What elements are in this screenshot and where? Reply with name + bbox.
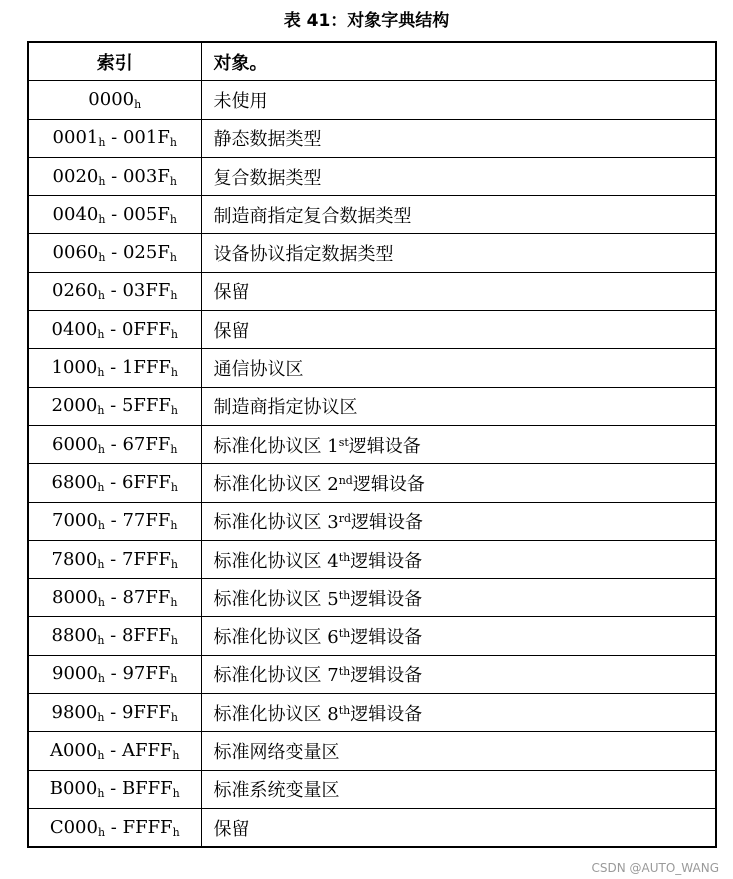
- index-to: 001F: [122, 127, 170, 149]
- object-label: 通信协议区: [213, 359, 304, 381]
- table-row: [28, 540, 716, 578]
- table-row: [28, 617, 716, 655]
- object-label-suffix: 逻辑设备: [350, 550, 423, 572]
- table-row: [28, 808, 716, 847]
- hex-suffix: h: [97, 480, 105, 494]
- index-to: 77FF: [122, 510, 171, 532]
- index-to: 025F: [122, 242, 170, 264]
- hex-suffix: h: [97, 595, 105, 609]
- watermark: CSDN @AUTO_WANG: [591, 861, 719, 875]
- index-range-cell: [28, 579, 201, 617]
- range-dash: -: [104, 433, 123, 455]
- ordinal-number: 1: [327, 435, 339, 457]
- hex-suffix: h: [97, 442, 105, 456]
- table-row: [28, 157, 716, 195]
- index-range-cell: [28, 196, 201, 234]
- hex-suffix: h: [98, 136, 106, 150]
- object-description-cell: [201, 808, 716, 847]
- index-from: A000: [49, 739, 98, 761]
- object-description-cell: [201, 196, 716, 234]
- object-label: 保留: [213, 320, 250, 342]
- index-to: 9FFF: [121, 701, 171, 723]
- index-range-cell: [28, 694, 201, 732]
- hex-suffix: h: [170, 289, 178, 303]
- hex-suffix: h: [134, 97, 142, 111]
- range-dash: -: [104, 395, 122, 417]
- object-description-cell: [201, 464, 716, 502]
- table-row: [28, 579, 716, 617]
- range-dash: -: [104, 663, 123, 685]
- object-description-cell: [201, 272, 716, 310]
- object-dictionary-table: [27, 41, 717, 848]
- object-label: 复合数据类型: [213, 167, 322, 189]
- hex-suffix: h: [97, 748, 105, 762]
- hex-suffix: h: [97, 634, 105, 648]
- hex-suffix: h: [170, 634, 178, 648]
- ordinal-number: 3: [327, 512, 339, 534]
- index-to: FFFF: [122, 816, 173, 838]
- table-row: [28, 349, 716, 387]
- ordinal-number: 5: [327, 588, 339, 610]
- index-range-cell: [28, 157, 201, 195]
- object-label: 标准化协议区: [213, 703, 328, 725]
- ordinal-suffix: st: [338, 435, 349, 449]
- hex-suffix: h: [97, 366, 105, 380]
- hex-suffix: h: [170, 404, 178, 418]
- range-dash: -: [104, 586, 123, 608]
- table-row: [28, 694, 716, 732]
- index-from: 9000: [52, 663, 98, 685]
- hex-suffix: h: [169, 251, 177, 265]
- range-dash: -: [105, 203, 123, 225]
- table-row: [28, 272, 716, 310]
- index-range-cell: [28, 425, 201, 463]
- table-row: [28, 311, 716, 349]
- object-description-cell: [201, 425, 716, 463]
- index-from: C000: [49, 816, 98, 838]
- index-to: 87FF: [122, 586, 171, 608]
- hex-suffix: h: [97, 672, 105, 686]
- hex-suffix: h: [97, 557, 105, 571]
- index-to: BFFF: [121, 778, 173, 800]
- index-from: B000: [49, 778, 98, 800]
- ordinal-suffix: th: [338, 627, 351, 641]
- index-range-cell: [28, 349, 201, 387]
- hex-suffix: h: [172, 787, 180, 801]
- range-dash: -: [104, 625, 122, 647]
- ordinal-number: 2: [327, 473, 339, 495]
- object-description-cell: [201, 540, 716, 578]
- object-column-header: 对象。: [201, 42, 716, 81]
- hex-suffix: h: [170, 366, 178, 380]
- object-description-cell: [201, 617, 716, 655]
- object-label: 标准化协议区: [213, 627, 328, 649]
- object-label-suffix: 逻辑设备: [350, 627, 423, 649]
- index-to: 003F: [122, 165, 170, 187]
- table-row: [28, 732, 716, 770]
- object-label: 设备协议指定数据类型: [213, 244, 394, 266]
- object-label: 保留: [213, 818, 250, 840]
- hex-suffix: h: [97, 404, 105, 418]
- object-description-cell: [201, 655, 716, 693]
- hex-suffix: h: [97, 710, 105, 724]
- hex-suffix: h: [98, 174, 106, 188]
- index-range-cell: [28, 770, 201, 808]
- range-dash: -: [104, 548, 122, 570]
- object-description-cell: [201, 311, 716, 349]
- ordinal-suffix: th: [338, 588, 351, 602]
- object-description-cell: [201, 157, 716, 195]
- object-description-cell: [201, 732, 716, 770]
- range-dash: -: [105, 165, 123, 187]
- range-dash: -: [104, 357, 122, 379]
- index-range-cell: [28, 234, 201, 272]
- index-from: 0400: [51, 318, 98, 340]
- index-from: 0000: [88, 88, 135, 110]
- index-to: 97FF: [122, 663, 171, 685]
- index-range-cell: [28, 311, 201, 349]
- object-label: 制造商指定复合数据类型: [213, 205, 412, 227]
- hex-suffix: h: [97, 327, 105, 341]
- ordinal-number: 7: [327, 665, 339, 687]
- ordinal-number: 4: [327, 550, 339, 572]
- table-row: [28, 387, 716, 425]
- object-description-cell: [201, 119, 716, 157]
- table-row: [28, 464, 716, 502]
- index-to: 67FF: [122, 433, 171, 455]
- object-label-suffix: 逻辑设备: [350, 588, 423, 610]
- object-label: 标准化协议区: [213, 473, 328, 495]
- index-range-cell: [28, 540, 201, 578]
- table-row: [28, 119, 716, 157]
- index-range-cell: [28, 617, 201, 655]
- range-dash: -: [104, 739, 122, 761]
- object-label: 标准化协议区: [213, 665, 328, 687]
- ordinal-number: 8: [327, 703, 339, 725]
- index-from: 6000: [52, 433, 98, 455]
- index-to: 0FFF: [121, 318, 171, 340]
- object-description-cell: [201, 579, 716, 617]
- ordinal-number: 6: [327, 627, 339, 649]
- range-dash: -: [104, 510, 123, 532]
- object-description-cell: [201, 694, 716, 732]
- hex-suffix: h: [170, 595, 178, 609]
- object-description-cell: [201, 770, 716, 808]
- object-description-cell: [201, 502, 716, 540]
- table-row: [28, 196, 716, 234]
- hex-suffix: h: [97, 289, 105, 303]
- hex-suffix: h: [97, 519, 105, 533]
- index-from: 8800: [51, 625, 98, 647]
- hex-suffix: h: [170, 710, 178, 724]
- range-dash: -: [104, 318, 122, 340]
- table-row: [28, 655, 716, 693]
- index-from: 0060: [52, 242, 99, 264]
- hex-suffix: h: [170, 442, 178, 456]
- range-dash: -: [105, 127, 123, 149]
- hex-suffix: h: [170, 327, 178, 341]
- hex-suffix: h: [98, 251, 106, 265]
- hex-suffix: h: [169, 212, 177, 226]
- table-row: [28, 425, 716, 463]
- hex-suffix: h: [98, 212, 106, 226]
- table-row: [28, 234, 716, 272]
- index-from: 7800: [51, 548, 98, 570]
- object-label-suffix: 逻辑设备: [350, 703, 423, 725]
- range-dash: -: [105, 816, 123, 838]
- ordinal-suffix: th: [338, 550, 351, 564]
- index-from: 0260: [52, 280, 98, 302]
- range-dash: -: [104, 778, 122, 800]
- ordinal-suffix: th: [338, 665, 351, 679]
- index-from: 0040: [52, 203, 99, 225]
- table-row: [28, 81, 716, 119]
- index-from: 1000: [51, 357, 98, 379]
- index-from: 9800: [51, 701, 98, 723]
- hex-suffix: h: [97, 825, 106, 839]
- object-label-suffix: 逻辑设备: [351, 512, 423, 534]
- hex-suffix: h: [170, 519, 178, 533]
- ordinal-suffix: th: [338, 703, 351, 717]
- index-range-cell: [28, 119, 201, 157]
- index-to: 005F: [122, 203, 170, 225]
- object-label: 标准化协议区: [213, 512, 328, 534]
- index-to: 7FFF: [121, 548, 171, 570]
- range-dash: -: [105, 242, 123, 264]
- hex-suffix: h: [172, 825, 180, 839]
- index-range-cell: [28, 732, 201, 770]
- hex-suffix: h: [170, 480, 178, 494]
- index-column-header: 索引: [28, 42, 201, 81]
- index-to: 6FFF: [121, 471, 171, 493]
- object-label: 未使用: [213, 90, 268, 112]
- object-label: 制造商指定协议区: [213, 397, 358, 419]
- object-label: 标准网络变量区: [213, 741, 340, 763]
- object-label: 标准化协议区: [213, 550, 328, 572]
- index-from: 2000: [51, 395, 98, 417]
- range-dash: -: [104, 471, 122, 493]
- ordinal-suffix: rd: [338, 512, 351, 526]
- hex-suffix: h: [97, 787, 105, 801]
- index-from: 7000: [52, 510, 98, 532]
- object-label: 保留: [213, 282, 250, 304]
- index-to: AFFF: [121, 739, 173, 761]
- index-range-cell: [28, 464, 201, 502]
- object-label: 静态数据类型: [213, 129, 322, 151]
- index-to: 8FFF: [121, 625, 171, 647]
- index-range-cell: [28, 655, 201, 693]
- table-caption: 表 41：对象字典结构: [283, 11, 450, 31]
- object-description-cell: [201, 234, 716, 272]
- table-header-row: [28, 42, 716, 81]
- index-to: 5FFF: [121, 395, 171, 417]
- index-range-cell: [28, 272, 201, 310]
- hex-suffix: h: [169, 174, 177, 188]
- hex-suffix: h: [170, 557, 178, 571]
- object-description-cell: [201, 387, 716, 425]
- index-range-cell: [28, 81, 201, 119]
- object-label: 标准化协议区: [213, 435, 328, 457]
- hex-suffix: h: [170, 672, 178, 686]
- hex-suffix: h: [169, 136, 177, 150]
- index-range-cell: [28, 387, 201, 425]
- table-body: [28, 81, 716, 847]
- index-range-cell: [28, 808, 201, 847]
- object-label: 标准化协议区: [213, 588, 328, 610]
- object-label: 标准系统变量区: [213, 780, 340, 802]
- range-dash: -: [104, 701, 122, 723]
- index-from: 8000: [52, 586, 98, 608]
- object-label-suffix: 逻辑设备: [350, 665, 423, 687]
- table-row: [28, 770, 716, 808]
- index-to: 1FFF: [121, 357, 171, 379]
- index-from: 6800: [51, 471, 98, 493]
- hex-suffix: h: [172, 748, 180, 762]
- table-row: [28, 502, 716, 540]
- index-from: 0020: [52, 165, 99, 187]
- index-from: 0001: [52, 127, 99, 149]
- range-dash: -: [104, 280, 123, 302]
- object-label-suffix: 逻辑设备: [348, 435, 421, 457]
- ordinal-suffix: nd: [338, 473, 353, 487]
- index-range-cell: [28, 502, 201, 540]
- index-to: 03FF: [122, 280, 171, 302]
- object-label-suffix: 逻辑设备: [352, 473, 425, 495]
- object-description-cell: [201, 81, 716, 119]
- object-description-cell: [201, 349, 716, 387]
